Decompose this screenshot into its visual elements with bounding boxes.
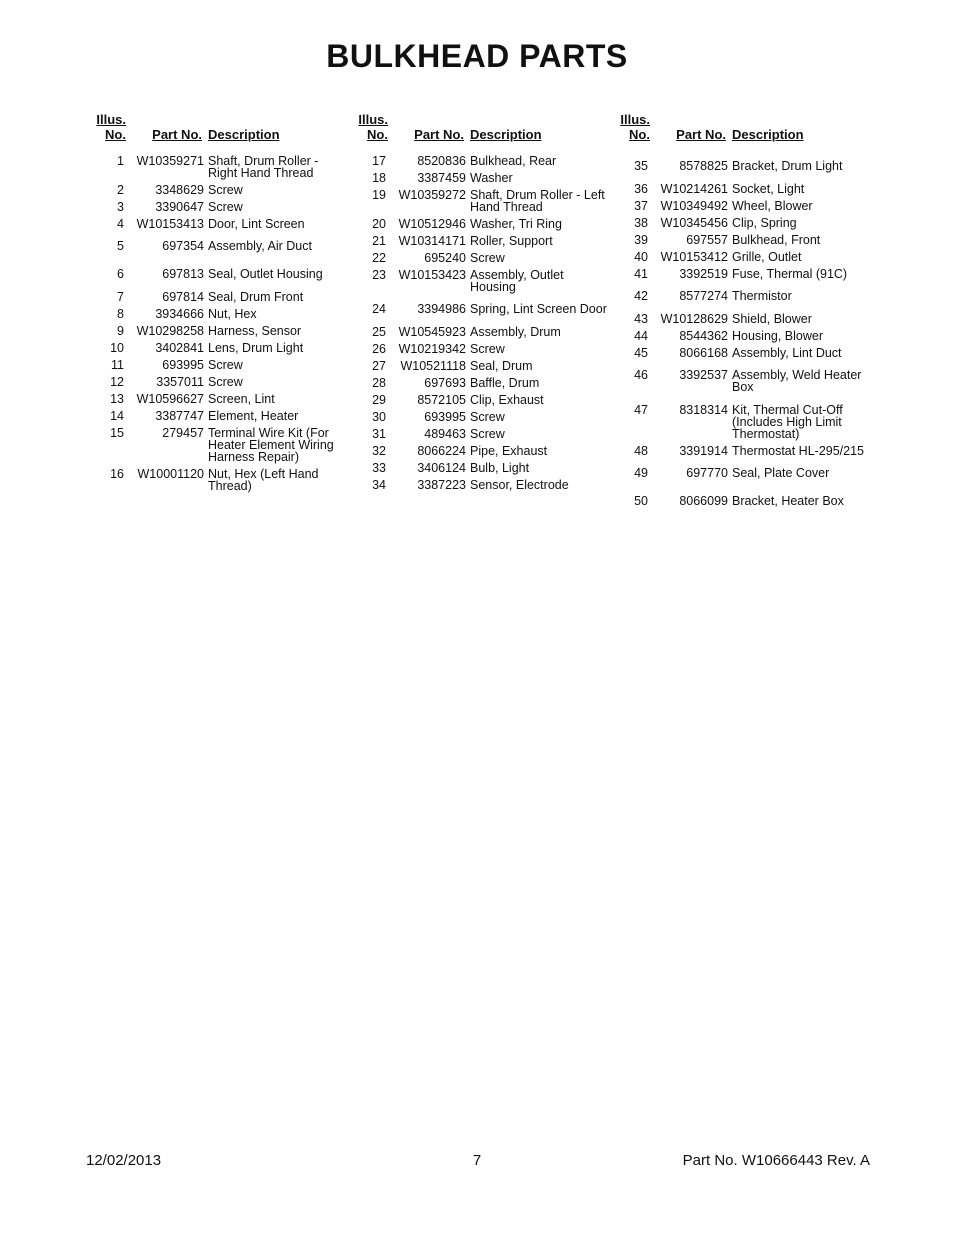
illus-number: 32 bbox=[372, 443, 386, 458]
part-description: Assembly, Weld Heater Box bbox=[732, 368, 862, 394]
part-number: 693995 bbox=[162, 357, 204, 372]
parts-column-3 bbox=[614, 112, 884, 515]
part-description: Clip, Exhaust bbox=[470, 392, 544, 407]
illus-number: 43 bbox=[634, 311, 648, 326]
illus-number: 11 bbox=[111, 357, 124, 372]
part-number: 693995 bbox=[424, 409, 466, 424]
column-header bbox=[90, 112, 360, 152]
part-number: 697557 bbox=[686, 232, 728, 247]
part-number: 279457 bbox=[162, 425, 204, 440]
illus-number: 26 bbox=[372, 341, 386, 356]
part-row bbox=[352, 476, 622, 493]
part-number: 697813 bbox=[162, 267, 204, 281]
part-description: Wheel, Blower bbox=[732, 198, 813, 213]
footer-part-info: Part No. W10666443 Rev. A bbox=[682, 1152, 870, 1169]
part-row bbox=[90, 232, 360, 260]
part-description: Shaft, Drum Roller - Left Hand Thread bbox=[470, 187, 605, 214]
part-description: Pipe, Exhaust bbox=[470, 443, 548, 458]
part-description: Screw bbox=[470, 409, 505, 424]
part-number: W10545923 bbox=[398, 324, 466, 339]
part-description: Assembly, Lint Duct bbox=[732, 345, 842, 360]
part-description: Assembly, Drum bbox=[470, 324, 561, 339]
illus-number: 35 bbox=[634, 159, 648, 173]
part-description: Assembly, Outlet Housing bbox=[470, 267, 564, 294]
illus-number: 7 bbox=[117, 289, 124, 304]
part-description: Seal, Drum Front bbox=[208, 289, 304, 304]
part-description: Thermistor bbox=[732, 289, 792, 303]
part-number: 3348629 bbox=[155, 182, 204, 197]
part-row bbox=[352, 152, 622, 169]
column-header bbox=[614, 112, 884, 152]
illus-number: 6 bbox=[117, 267, 124, 281]
part-number: 3387747 bbox=[155, 408, 204, 423]
part-row bbox=[614, 310, 884, 327]
illus-number: 8 bbox=[117, 306, 124, 321]
part-number: 3392537 bbox=[679, 368, 728, 382]
part-row bbox=[614, 401, 884, 442]
part-description: Assembly, Air Duct bbox=[208, 239, 312, 253]
part-no-header: Part No. bbox=[676, 127, 726, 142]
illus-number: 19 bbox=[372, 187, 386, 202]
part-row bbox=[352, 408, 622, 425]
part-description: Fuse, Thermal (91C) bbox=[732, 266, 848, 281]
part-row bbox=[352, 215, 622, 232]
illus-number: 40 bbox=[634, 249, 648, 264]
part-row bbox=[90, 260, 360, 288]
part-number: 3394986 bbox=[417, 302, 466, 316]
part-row bbox=[352, 295, 622, 323]
footer-page-number: 7 bbox=[472, 1152, 482, 1169]
part-number: 3392519 bbox=[679, 266, 728, 281]
part-description: Element, Heater bbox=[208, 408, 299, 423]
part-number: W10128629 bbox=[660, 311, 728, 326]
part-row bbox=[90, 181, 360, 198]
parts-column-2 bbox=[352, 112, 622, 493]
part-number: W10359272 bbox=[398, 187, 466, 202]
part-number: W10214261 bbox=[660, 181, 728, 196]
part-row bbox=[614, 265, 884, 282]
illus-number: 10 bbox=[110, 340, 124, 355]
part-row bbox=[352, 323, 622, 340]
part-description: Clip, Spring bbox=[732, 215, 797, 230]
illus-number: 20 bbox=[372, 216, 386, 231]
illus-number: 4 bbox=[117, 216, 124, 231]
illus-number: 34 bbox=[372, 477, 386, 492]
part-row bbox=[90, 215, 360, 232]
illus-number: 48 bbox=[634, 443, 648, 458]
parts-list bbox=[614, 152, 884, 515]
illus-number: 44 bbox=[634, 328, 648, 343]
part-description: Seal, Outlet Housing bbox=[208, 267, 323, 281]
part-number: 697693 bbox=[424, 375, 466, 390]
part-description: Screw bbox=[208, 357, 243, 372]
illus-number: 24 bbox=[372, 302, 386, 316]
illus-number: 33 bbox=[372, 460, 386, 475]
part-number: 3387459 bbox=[417, 170, 466, 185]
illus-number: 5 bbox=[117, 239, 124, 253]
part-row bbox=[352, 186, 622, 215]
part-row bbox=[90, 356, 360, 373]
illus-number: 27 bbox=[372, 358, 386, 373]
part-description: Seal, Plate Cover bbox=[732, 466, 830, 480]
illus-number: 30 bbox=[372, 409, 386, 424]
part-row bbox=[352, 340, 622, 357]
parts-list bbox=[352, 152, 622, 493]
part-row bbox=[352, 232, 622, 249]
part-number: W10153423 bbox=[398, 267, 466, 282]
illus-no-header: Illus. No. bbox=[620, 112, 650, 142]
part-number: W10314171 bbox=[398, 233, 466, 248]
part-description: Door, Lint Screen bbox=[208, 216, 305, 231]
part-number: 8318314 bbox=[679, 402, 728, 417]
part-description: Screw bbox=[208, 182, 243, 197]
part-description: Sensor, Electrode bbox=[470, 477, 569, 492]
part-number: W10153412 bbox=[660, 249, 728, 264]
illus-number: 36 bbox=[634, 181, 648, 196]
illus-number: 45 bbox=[634, 345, 648, 360]
part-description: Screw bbox=[208, 374, 243, 389]
part-number: 8572105 bbox=[417, 392, 466, 407]
part-number: 8520836 bbox=[417, 153, 466, 168]
part-row bbox=[614, 327, 884, 344]
description-header: Description bbox=[208, 127, 280, 142]
parts-list bbox=[90, 152, 360, 494]
part-number: W10001120 bbox=[137, 466, 204, 481]
illus-number: 42 bbox=[634, 289, 648, 303]
part-number: 3406124 bbox=[417, 460, 466, 475]
part-number: W10298258 bbox=[136, 323, 204, 338]
page-title: BULKHEAD PARTS bbox=[326, 38, 628, 74]
part-row bbox=[352, 266, 622, 295]
part-row bbox=[90, 322, 360, 339]
part-number: 3934666 bbox=[155, 306, 204, 321]
footer-date: 12/02/2013 bbox=[86, 1152, 162, 1169]
part-description: Harness, Sensor bbox=[208, 323, 302, 338]
illus-number: 18 bbox=[372, 170, 386, 185]
part-row bbox=[352, 249, 622, 266]
part-no-header: Part No. bbox=[152, 127, 202, 142]
part-description: Shield, Blower bbox=[732, 311, 812, 326]
part-number: W10521118 bbox=[400, 358, 466, 373]
part-number: W10219342 bbox=[398, 341, 466, 356]
part-row bbox=[90, 288, 360, 305]
description-header: Description bbox=[732, 127, 804, 142]
part-row bbox=[352, 425, 622, 442]
part-description: Bulkhead, Front bbox=[732, 232, 821, 247]
part-row bbox=[90, 407, 360, 424]
part-row bbox=[90, 390, 360, 407]
part-row bbox=[352, 374, 622, 391]
part-number: 3391914 bbox=[679, 443, 728, 458]
part-description: Washer bbox=[470, 170, 513, 185]
part-description: Bulb, Light bbox=[470, 460, 530, 475]
part-description: Screw bbox=[470, 250, 505, 265]
part-description: Thermostat HL-295/215 bbox=[732, 443, 865, 458]
illus-number: 41 bbox=[634, 266, 648, 281]
part-description: Grille, Outlet bbox=[732, 249, 802, 264]
parts-column-1 bbox=[90, 112, 360, 494]
illus-number: 15 bbox=[110, 425, 124, 440]
part-number: 8066224 bbox=[417, 443, 466, 458]
illus-number: 2 bbox=[117, 182, 124, 197]
illus-number: 14 bbox=[110, 408, 124, 423]
part-description: Roller, Support bbox=[470, 233, 553, 248]
part-number: 8577274 bbox=[679, 289, 728, 303]
part-no-header: Part No. bbox=[414, 127, 464, 142]
part-row bbox=[90, 339, 360, 356]
part-row bbox=[352, 169, 622, 186]
part-description: Screw bbox=[470, 426, 505, 441]
illus-number: 13 bbox=[110, 391, 124, 406]
part-row bbox=[90, 465, 360, 494]
part-row bbox=[614, 197, 884, 214]
part-number: 695240 bbox=[424, 250, 466, 265]
illus-number: 1 bbox=[117, 153, 124, 168]
illus-number: 39 bbox=[634, 232, 648, 247]
part-description: Screen, Lint bbox=[208, 391, 275, 406]
illus-number: 31 bbox=[372, 426, 386, 441]
part-number: W10153413 bbox=[136, 216, 204, 231]
illus-number: 25 bbox=[372, 324, 386, 339]
illus-number: 37 bbox=[634, 198, 648, 213]
part-number: 8544362 bbox=[679, 328, 728, 343]
part-description: Housing, Blower bbox=[732, 328, 824, 343]
part-row bbox=[614, 344, 884, 361]
part-description: Shaft, Drum Roller - Right Hand Thread bbox=[208, 153, 319, 180]
part-description: Seal, Drum bbox=[470, 358, 533, 373]
illus-number: 23 bbox=[372, 267, 386, 282]
illus-number: 47 bbox=[634, 402, 648, 417]
part-description: Bracket, Heater Box bbox=[732, 494, 844, 508]
part-number: W10359271 bbox=[136, 153, 204, 168]
part-row bbox=[352, 357, 622, 374]
part-number: 3390647 bbox=[155, 199, 204, 214]
part-number: 8066168 bbox=[679, 345, 728, 360]
part-row bbox=[90, 198, 360, 215]
part-row bbox=[614, 442, 884, 459]
part-number: 8578825 bbox=[679, 159, 728, 173]
illus-no-header: Illus. No. bbox=[358, 112, 388, 142]
part-row bbox=[614, 152, 884, 180]
part-row bbox=[352, 459, 622, 476]
part-row bbox=[614, 214, 884, 231]
part-row bbox=[90, 373, 360, 390]
part-number: W10512946 bbox=[398, 216, 466, 231]
illus-number: 46 bbox=[634, 368, 648, 382]
part-number: W10349492 bbox=[660, 198, 728, 213]
part-row bbox=[614, 282, 884, 310]
description-header: Description bbox=[470, 127, 542, 142]
illus-number: 28 bbox=[372, 375, 386, 390]
illus-number: 22 bbox=[372, 250, 386, 265]
part-description: Washer, Tri Ring bbox=[470, 216, 562, 231]
illus-number: 49 bbox=[634, 466, 648, 480]
part-row bbox=[614, 231, 884, 248]
part-description: Nut, Hex bbox=[208, 306, 257, 321]
part-description: Bracket, Drum Light bbox=[732, 159, 843, 173]
part-row bbox=[614, 459, 884, 487]
part-number: 3357011 bbox=[156, 374, 204, 389]
part-description: Terminal Wire Kit (For Heater Element Wiring Harness Repair) bbox=[208, 425, 334, 464]
part-row bbox=[352, 442, 622, 459]
illus-number: 17 bbox=[372, 153, 386, 168]
part-row bbox=[614, 361, 884, 401]
part-description: Lens, Drum Light bbox=[208, 340, 304, 355]
illus-number: 16 bbox=[110, 466, 124, 481]
part-description: Socket, Light bbox=[732, 181, 805, 196]
part-number: 3402841 bbox=[155, 340, 204, 355]
part-row bbox=[90, 152, 360, 181]
part-description: Baffle, Drum bbox=[470, 375, 540, 390]
part-description: Bulkhead, Rear bbox=[470, 153, 557, 168]
part-number: 3387223 bbox=[417, 477, 466, 492]
illus-no-header: Illus. No. bbox=[96, 112, 126, 142]
part-row bbox=[352, 391, 622, 408]
part-row bbox=[614, 248, 884, 265]
part-description: Spring, Lint Screen Door bbox=[470, 302, 607, 316]
part-row bbox=[614, 487, 884, 515]
illus-number: 21 bbox=[372, 233, 386, 248]
part-description: Kit, Thermal Cut-Off (Includes High Limit Thermostat) bbox=[732, 402, 843, 441]
illus-number: 9 bbox=[117, 323, 124, 338]
part-description: Screw bbox=[208, 199, 243, 214]
part-number: 8066099 bbox=[679, 494, 728, 508]
part-row bbox=[614, 180, 884, 197]
illus-number: 29 bbox=[372, 392, 386, 407]
illus-number: 50 bbox=[634, 494, 648, 508]
part-description: Screw bbox=[470, 341, 505, 356]
illus-number: 38 bbox=[634, 215, 648, 230]
part-row bbox=[90, 305, 360, 322]
part-description: Nut, Hex (Left Hand Thread) bbox=[208, 466, 319, 493]
part-number: 697814 bbox=[162, 289, 204, 304]
part-number: W10345456 bbox=[660, 215, 728, 230]
part-row bbox=[90, 424, 360, 465]
part-number: 697770 bbox=[686, 466, 728, 480]
illus-number: 3 bbox=[117, 199, 124, 214]
part-number: W10596627 bbox=[136, 391, 204, 406]
part-number: 489463 bbox=[424, 426, 466, 441]
illus-number: 12 bbox=[110, 374, 124, 389]
part-number: 697354 bbox=[162, 239, 204, 253]
column-header bbox=[352, 112, 622, 152]
